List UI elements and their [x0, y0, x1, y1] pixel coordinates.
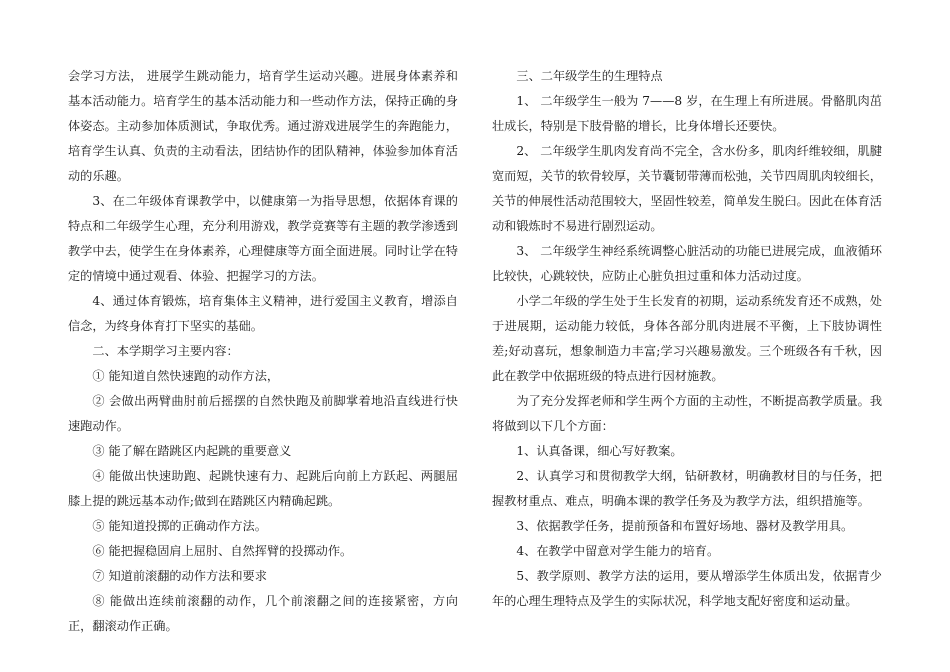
measure-item-2: 2、认真学习和贯彻教学大纲，钻研教材，明确教材目的与任务，把握教材重点、难点，明确本课的教学任务及为教学方法，组织措施等。: [492, 469, 882, 508]
paragraph-item-3: 3、在二年级体育课教学中，以健康第一为指导思想，依据体育课的特点和二年级学生心理，充分利用游戏，教学竞赛等有主题的教学渗透到教学中去，使学生在身体素养，心理健康等方面全面进展。同时让学在特定的情境中通过观看、体验、把握学习的方法。: [68, 194, 458, 283]
content-item-3: ③ 能了解在踏跳区内起跳的重要意义: [92, 444, 292, 458]
measure-item-5: 5、教学原则、教学方法的运用，要从增添学生体质出发，依据青少年的心理生理特点及学生的实际状况，科学地支配好密度和运动量。: [492, 569, 882, 608]
content-item-1: ① 能知道自然快速跑的动作方法，: [92, 369, 280, 383]
section-heading-content: 二、本学期学习主要内容：: [92, 344, 239, 358]
content-item-8: ⑧ 能做出连续前滚翻的动作，几个前滚翻之间的连接紧密，方向正，翻滚动作正确。: [68, 594, 458, 633]
measure-item-4: 4、在教学中留意对学生能力的培育。: [516, 544, 720, 558]
physiology-item-3: 3、 二年级学生神经系统调整心脏活动的功能已进展完成，血液循环比较快，心跳较快，应防止心脏负担过重和体力活动过度。: [492, 244, 882, 283]
physiology-item-1: 1、 二年级学生一般为 7——8 岁，在生理上有所进展。骨骼肌肉茁壮成长，特别是下肢骨骼的增长，比身体增长还要快。: [492, 94, 882, 133]
paragraph-item-4: 4、通过体育锻炼，培育集体主义精神，进行爱国主义教育，增添自信念，为终身体育打下坚实的基础。: [68, 294, 458, 333]
measure-item-1: 1、认真备课，细心写好教案。: [516, 444, 683, 458]
content-item-4: ④ 能做出快速助跑、起跳快速有力、起跳后向前上方跃起、两腿屈膝上提的跳远基本动作;做到在踏跳区内精确起跳。: [68, 469, 458, 508]
physiology-item-2: 2、 二年级学生肌肉发育尚不完全，含水份多，肌肉纤维较细，肌腱宽而短，关节的软骨较厚，关节囊韧带薄而松弛，关节四周肌肉较细长，关节的伸展性活动范围较大，坚固性较差，简单发生脱臼。因此在体育活动和锻炼时不易进行剧烈运动。: [492, 144, 882, 233]
section-heading-physiology: 三、二年级学生的生理特点: [516, 69, 663, 83]
student-overview-paragraph: 小学二年级的学生处于生长发育的初期，运动系统发育还不成熟，处于进展期，运动能力较低，身体各部分肌肉进展不平衡，上下肢协调性差;好动喜玩，想象制造力丰富;学习兴趣易激发。三个班级各有千秋，因此在教学中依据班级的特点进行因材施教。: [492, 294, 883, 383]
content-item-2: ② 会做出两臂曲肘前后摇摆的自然快跑及前脚掌着地沿直线进行快速跑动作。: [68, 394, 458, 433]
paragraph-continuation: 会学习方法， 进展学生跳动能力，培育学生运动兴趣。进展身体素养和基本活动能力。培育学生的基本活动能力和一些动作方法，保持正确的身体姿态。主动参加体质测试，争取优秀。通过游戏进展学生的奔跑能力，培育学生认真、负责的主动看法，团结协作的团队精神，体验参加体育活动的乐趣。: [68, 69, 458, 183]
goals-intro-paragraph: 为了充分发挥老师和学生两个方面的主动性，不断提高教学质量。我将做到以下几个方面：: [492, 394, 883, 433]
content-item-7: ⑦ 知道前滚翻的动作方法和要求: [92, 569, 267, 583]
left-column: [68, 64, 458, 639]
measure-item-3: 3、依据教学任务，提前预备和布置好场地、器材及教学用具。: [516, 519, 854, 533]
content-item-6: ⑥ 能把握稳固肩上屈肘、自然挥臂的投掷动作。: [92, 544, 353, 558]
content-item-5: ⑤ 能知道投掷的正确动作方法。: [92, 519, 267, 533]
right-column: [492, 64, 882, 614]
